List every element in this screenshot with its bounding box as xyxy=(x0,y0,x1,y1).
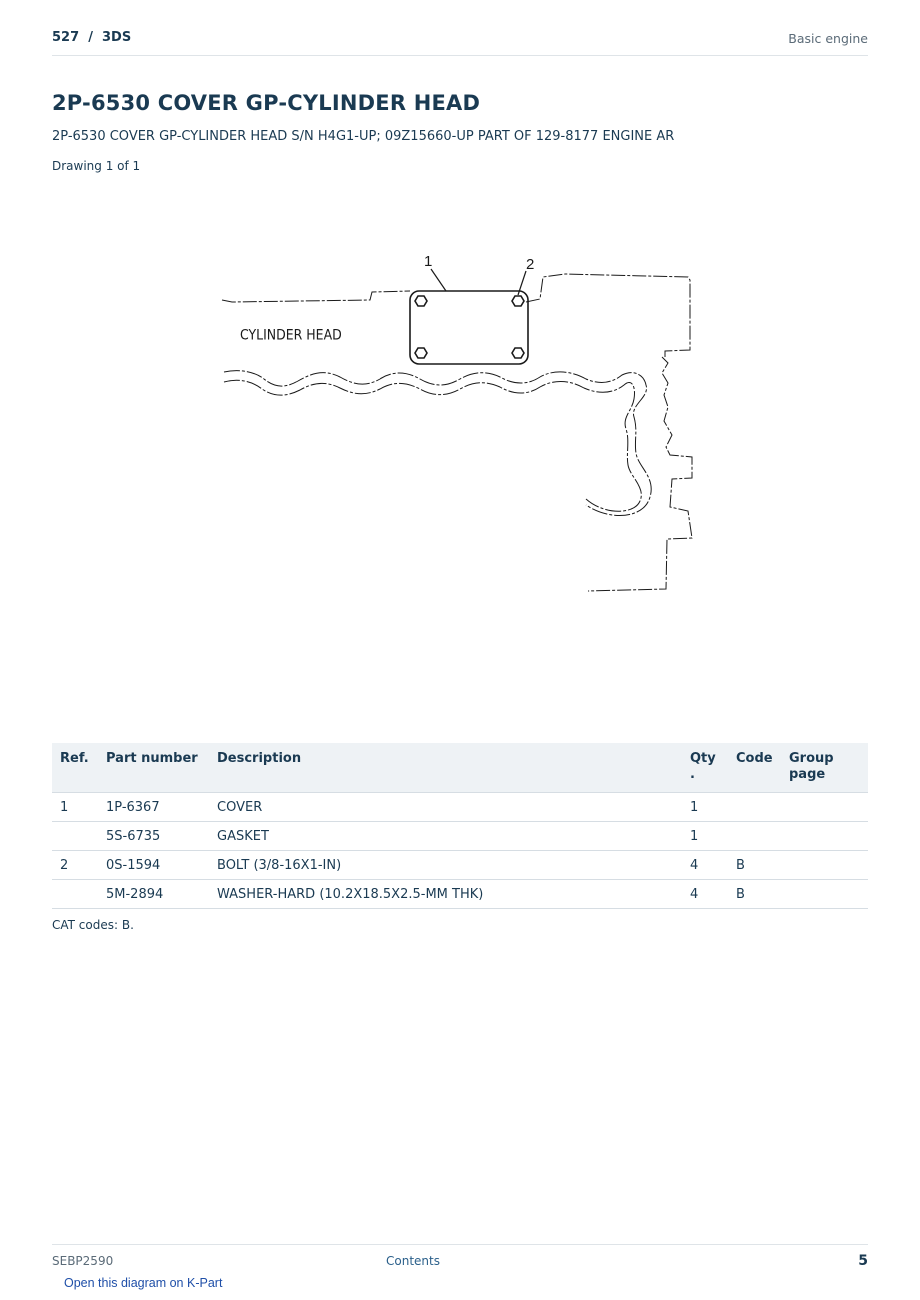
cell-ref: 1 xyxy=(52,793,98,822)
cell-part-number: 5S-6735 xyxy=(98,822,209,851)
cell-group-page xyxy=(781,793,868,822)
contents-link[interactable]: Contents xyxy=(386,1254,440,1268)
cell-part-number: 5M-2894 xyxy=(98,880,209,909)
callout-1: 1 xyxy=(424,253,433,270)
cell-ref: 2 xyxy=(52,851,98,880)
cell-code: B xyxy=(728,851,781,880)
cell-code: B xyxy=(728,880,781,909)
table-row xyxy=(52,851,868,880)
page-footer xyxy=(52,1244,868,1274)
cell-group-page xyxy=(781,822,868,851)
page-subtitle: 2P-6530 COVER GP-CYLINDER HEAD S/N H4G1-UP; 09Z15660-UP PART OF 129-8177 ENGINE AR xyxy=(52,129,675,144)
col-header-description: Description xyxy=(209,743,682,793)
cell-qty: 4 xyxy=(682,851,728,880)
cell-part-number: 0S-1594 xyxy=(98,851,209,880)
cell-code xyxy=(728,793,781,822)
col-header-ref: Ref. xyxy=(52,743,98,793)
cell-description: COVER xyxy=(209,793,682,822)
cell-description: GASKET xyxy=(209,822,682,851)
table-row xyxy=(52,793,868,822)
cell-qty: 4 xyxy=(682,880,728,909)
table-row xyxy=(52,880,868,909)
cell-part-number: 1P-6367 xyxy=(98,793,209,822)
cat-codes-note: CAT codes: B. xyxy=(52,918,134,932)
breadcrumb: 527 / 3DS xyxy=(52,30,132,45)
col-header-group-page: Group page xyxy=(781,743,868,793)
document-id: SEBP2590 xyxy=(52,1254,114,1268)
callout-2: 2 xyxy=(526,256,535,273)
cell-ref xyxy=(52,822,98,851)
cylinder-head-drawing xyxy=(220,185,710,705)
cell-group-page xyxy=(781,880,868,909)
drawing-count: Drawing 1 of 1 xyxy=(52,159,141,173)
page-number: 5 xyxy=(858,1253,868,1269)
cell-ref xyxy=(52,880,98,909)
table-header-row xyxy=(52,743,868,793)
diagram-label-cylinder-head: CYLINDER HEAD xyxy=(240,327,342,344)
parts-table xyxy=(52,743,868,909)
col-header-code: Code xyxy=(728,743,781,793)
cell-description: BOLT (3/8-16X1-IN) xyxy=(209,851,682,880)
page-title: 2P-6530 COVER GP-CYLINDER HEAD xyxy=(52,91,481,115)
parts-diagram xyxy=(220,185,710,705)
cell-qty: 1 xyxy=(682,822,728,851)
cell-description: WASHER-HARD (10.2X18.5X2.5-MM THK) xyxy=(209,880,682,909)
page-header xyxy=(52,30,868,56)
cell-qty: 1 xyxy=(682,793,728,822)
cell-group-page xyxy=(781,851,868,880)
open-in-kpart-link[interactable]: Open this diagram on K-Part xyxy=(64,1276,223,1290)
cell-code xyxy=(728,822,781,851)
col-header-part-number: Part number xyxy=(98,743,209,793)
table-row xyxy=(52,822,868,851)
col-header-qty: Qty . xyxy=(682,743,728,793)
section-name: Basic engine xyxy=(788,31,868,46)
